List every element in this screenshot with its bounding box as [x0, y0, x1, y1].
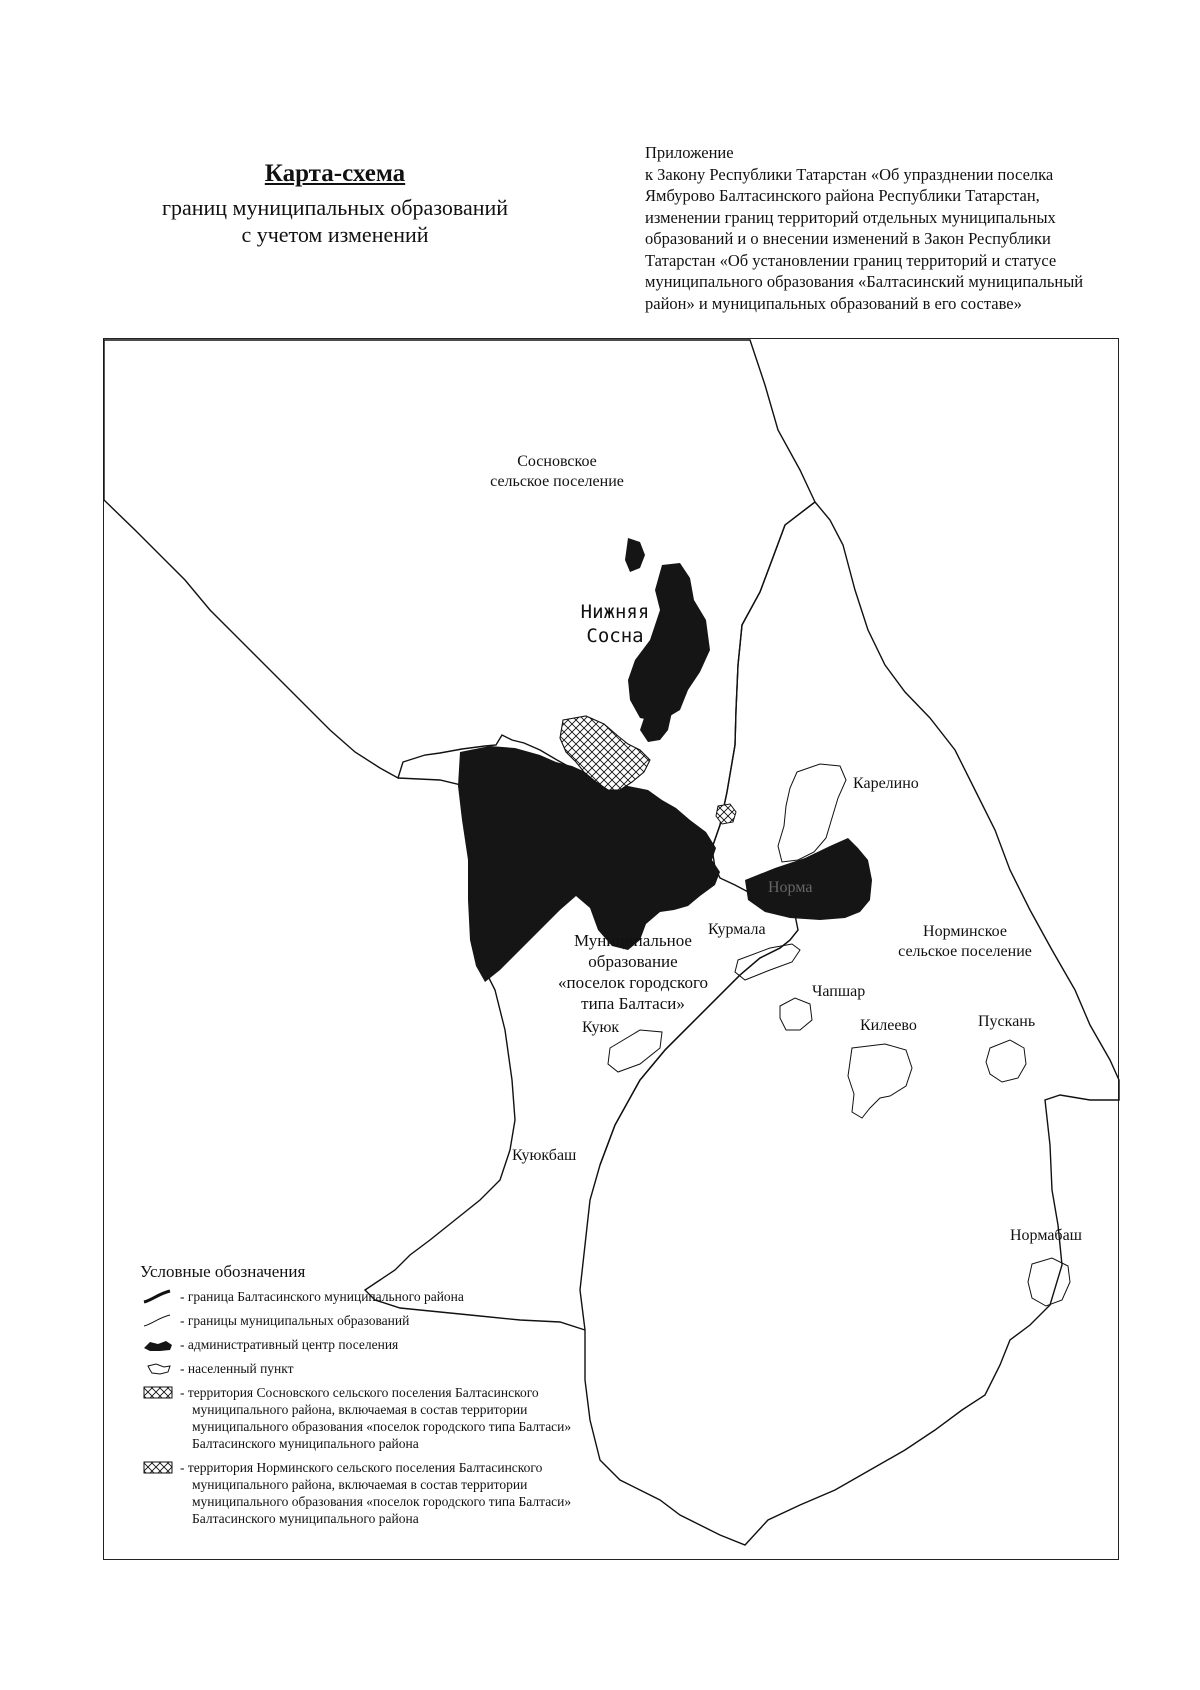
- label-kileevo: Килеево: [860, 1017, 917, 1034]
- appendix-line: Ямбурово Балтасинского района Республики Татарстан,: [645, 186, 1040, 205]
- label-kuyuk: Куюк: [582, 1019, 620, 1036]
- label-normiskoe: [880, 922, 1050, 962]
- municipal-border-icon: [140, 1312, 180, 1329]
- map-subtitle-line-1: границ муниципальных образований: [161, 195, 509, 220]
- label-norma: Норма: [768, 879, 813, 896]
- hatch-area-normiskoe: [716, 804, 736, 824]
- legend-text: - территория Сосновского сельского поселения Балтасинского: [180, 1385, 539, 1400]
- legend-text: - территория Норминского сельского поселения Балтасинского: [180, 1460, 543, 1475]
- settlement-chapshar: [780, 998, 812, 1030]
- settlement-icon: [140, 1360, 180, 1377]
- admin-center-icon: [140, 1336, 180, 1353]
- label-nizhnyaya-sosna-line-2: Сосна: [586, 625, 644, 647]
- label-normabash: Нормабаш: [1010, 1227, 1082, 1244]
- label-normiskoe-line-1: Норминское: [923, 923, 1007, 940]
- legend-text: муниципального района, включаемая в состав территории: [192, 1477, 528, 1492]
- label-karelino: Карелино: [853, 775, 919, 792]
- legend-text: Балтасинского муниципального района: [192, 1511, 419, 1526]
- appendix-line: Приложение: [645, 143, 734, 162]
- map-subtitle-line-2: с учетом изменений: [241, 222, 429, 247]
- label-chapshar: Чапшар: [812, 983, 866, 1000]
- legend-item-hatch-sosnovskoe: [140, 1384, 610, 1452]
- legend-text: - граница Балтасинского муниципального района: [180, 1289, 464, 1304]
- settlement-puskan: [986, 1040, 1026, 1082]
- label-sosnovskoe-line-2: сельское поселение: [490, 473, 624, 490]
- appendix-line: к Закону Республики Татарстан «Об упразднении поселка: [645, 164, 1054, 184]
- label-municipal-line-2: образование: [588, 952, 678, 971]
- label-municipal-line-4: типа Балтаси»: [581, 994, 685, 1013]
- label-kurmala: Курмала: [708, 921, 766, 938]
- appendix-line: образований и о внесении изменений в Закон Республики: [645, 229, 1051, 248]
- legend-item-admin-center: [140, 1336, 610, 1353]
- legend-text: муниципального образования «поселок городского типа Балтаси»: [192, 1419, 572, 1434]
- crosshatch-icon: [140, 1384, 180, 1401]
- settlement-kileevo: [848, 1044, 912, 1118]
- crosshatch-icon: [140, 1459, 180, 1476]
- appendix-line: муниципального образования «Балтасинский муниципальный: [645, 272, 1084, 291]
- label-municipal-line-1: Муниципальное: [574, 931, 692, 950]
- appendix-line: Татарстан «Об установлении границ территорий и статусе: [645, 250, 1057, 270]
- legend-item-settlement: [140, 1360, 610, 1377]
- legend-text: - границы муниципальных образований: [180, 1313, 410, 1328]
- legend-text: - административный центр поселения: [180, 1337, 399, 1352]
- legend-item-municipal-border: [140, 1312, 610, 1329]
- legend-item-hatch-normiskoe: [140, 1459, 610, 1527]
- legend-text: - населенный пункт: [180, 1361, 294, 1376]
- label-nizhnyaya-sosna-line-1: Нижняя: [580, 601, 650, 623]
- legend-text: муниципального района, включаемая в состав территории: [192, 1402, 528, 1417]
- settlement-kurmala: [735, 944, 800, 980]
- appendix-line: район» и муниципальных образований в его составе»: [645, 293, 1022, 313]
- legend-title: Условные обозначения: [140, 1262, 306, 1281]
- label-municipal-line-3: «поселок городского: [557, 973, 708, 992]
- legend-item-district-border: [140, 1288, 610, 1305]
- label-sosnovskoe-line-1: Сосновское: [517, 453, 597, 470]
- legend-text: Балтасинского муниципального района: [192, 1436, 419, 1451]
- label-puskan: Пускань: [978, 1013, 1036, 1030]
- map-legend: [140, 1262, 610, 1534]
- legend-text: муниципального образования «поселок городского типа Балтаси»: [192, 1494, 572, 1509]
- label-nizhnyaya-sosna: [560, 600, 670, 648]
- map-title: Карта-схема: [264, 160, 406, 187]
- settlement-normabash: [1028, 1258, 1070, 1306]
- label-kuyukbash: Куюкбаш: [512, 1147, 577, 1164]
- label-sosnovskoe: [472, 452, 642, 492]
- label-normiskoe-line-2: сельское поселение: [898, 943, 1032, 960]
- appendix-line: изменении границ территорий отдельных муниципальных: [645, 207, 1056, 227]
- district-border-icon: [140, 1288, 180, 1305]
- label-municipal: [548, 930, 718, 1014]
